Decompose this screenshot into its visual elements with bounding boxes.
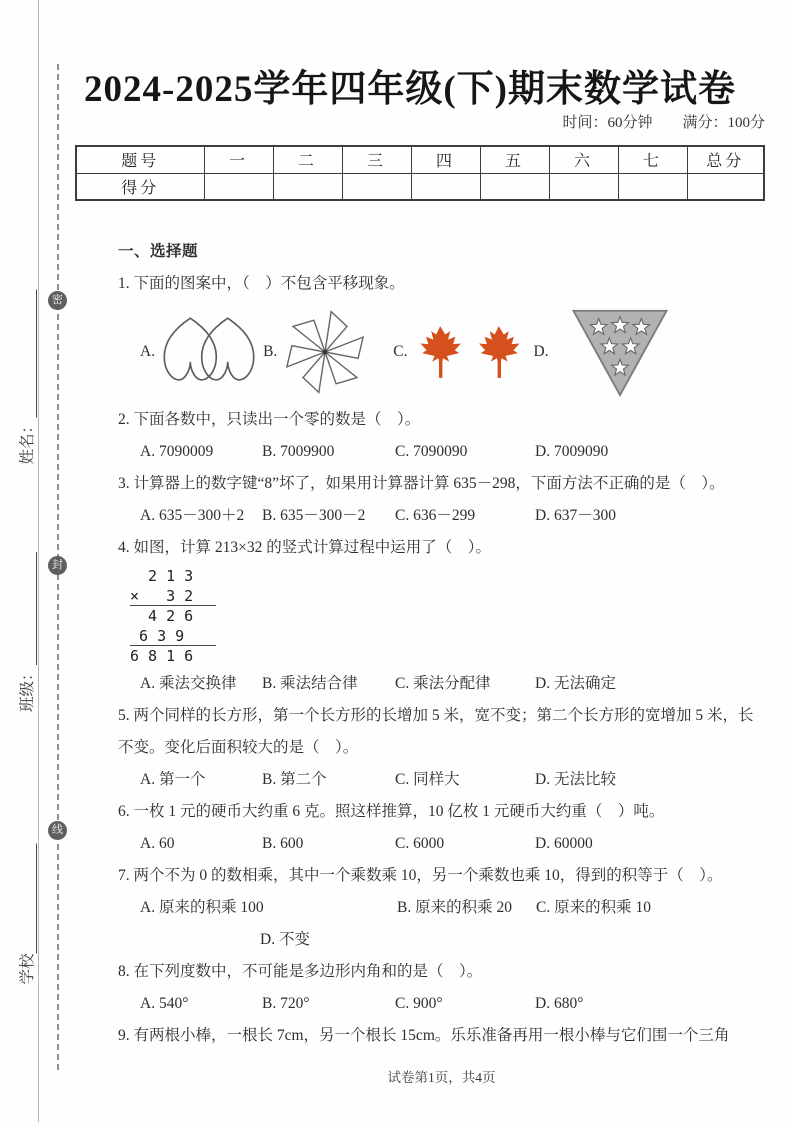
name-label: 姓名：: [19, 417, 36, 465]
seal-badge-mi: 密: [48, 291, 67, 310]
question-3-text: 3. 计算器上的数字键“8”坏了，如果用计算器计算 635－298，下面方法不正确的是（ ）。: [118, 475, 725, 492]
option-item: D. 不变: [260, 931, 310, 948]
header-cell-tihao: 题号: [76, 146, 204, 173]
score-table: [75, 145, 765, 201]
school-label: 学校: [19, 953, 36, 985]
vertical-multiplication: [130, 566, 216, 666]
option-item: D. 60000: [535, 835, 593, 852]
score-cell: [411, 173, 480, 200]
option-item: B. 600: [262, 835, 304, 852]
option-item: C. 原来的积乘 10: [536, 899, 651, 916]
question-3-options: [118, 500, 765, 532]
header-cell-total: 总分: [687, 146, 764, 173]
option-item: D. 7009090: [535, 443, 609, 460]
option-item: C. 7090090: [395, 443, 468, 460]
mult-row: 2 1 3: [130, 567, 194, 585]
section-title: 一、选择题: [118, 243, 199, 260]
mult-row: 6 3 9: [130, 626, 216, 646]
score-cell: [549, 173, 618, 200]
question-9-text: 9. 有两根小棒，一根长 7cm，另一个根长 15cm。乐乐准备再用一根小棒与它们围一个三角: [118, 1027, 730, 1044]
option-item: A. 第一个: [140, 771, 206, 788]
option-item: C. 636－299: [395, 507, 476, 524]
class-label: 班级：: [19, 665, 36, 712]
header-cell-7: 七: [618, 146, 687, 173]
figure-label-c: C.: [393, 343, 408, 360]
question-8-text: 8. 在下列度数中，不可能是多边形内角和的是（ ）。: [118, 963, 483, 980]
pinwheel-figure: [281, 304, 369, 400]
header-cell-6: 六: [549, 146, 618, 173]
seal-badge-feng: 封: [48, 556, 67, 575]
question-2-text: 2. 下面各数中，只读出一个零的数是（ ）。: [118, 411, 421, 428]
score-table-header-row: [76, 146, 764, 173]
option-item: D. 无法确定: [535, 675, 616, 692]
class-blank-line: [21, 552, 37, 665]
question-8-options: [118, 988, 765, 1020]
mult-row: 6 8 1 6: [130, 647, 194, 665]
question-7-text: 7. 两个不为 0 的数相乘，其中一个乘数乘 10，另一个乘数也乘 10，得到的积等于（ ）。: [118, 867, 723, 884]
school-field: [15, 820, 37, 985]
page-title: 2024-2025学年四年级(下)期末数学试卷: [84, 69, 736, 110]
seal-badge-xian: 线: [48, 821, 67, 840]
option-item: C. 6000: [395, 835, 445, 852]
maple-leaves-figure: [412, 316, 528, 388]
score-cell: [480, 173, 549, 200]
question-7-options-row1: [118, 892, 765, 924]
header-cell-5: 五: [480, 146, 549, 173]
option-item: B. 第二个: [262, 771, 327, 788]
header-cell-4: 四: [411, 146, 480, 173]
option-item: D. 637－300: [535, 507, 616, 524]
name-blank-line: [21, 290, 37, 418]
question-4-text: 4. 如图，计算 213×32 的竖式计算过程中运用了（ ）。: [118, 539, 491, 556]
option-item: B. 原来的积乘 20: [397, 899, 512, 916]
page-footer: 试卷第1页，共4页: [387, 1070, 496, 1085]
option-item: A. 635－300＋2: [140, 507, 245, 524]
score-cell: [273, 173, 342, 200]
score-table-score-row: [76, 173, 764, 200]
figure-label-d: D.: [533, 343, 549, 360]
question-1-text: 1. 下面的图案中，（ ）不包含平移现象。: [118, 275, 405, 292]
figure-label-a: A.: [140, 343, 156, 360]
question-section: [118, 236, 765, 1052]
question-2-options: [118, 436, 765, 468]
option-item: D. 无法比较: [535, 771, 616, 788]
question-4-options: [118, 668, 765, 700]
option-item: B. 635－300－2: [262, 507, 366, 524]
header-cell-2: 二: [273, 146, 342, 173]
option-item: C. 同样大: [395, 771, 460, 788]
option-item: A. 乘法交换律: [140, 675, 237, 692]
name-field: [15, 280, 37, 465]
page-edge-line: [38, 0, 39, 1122]
hearts-figure: [159, 313, 259, 391]
option-item: A. 原来的积乘 100: [140, 899, 264, 916]
school-blank-line: [21, 843, 37, 953]
score-row-label: 得分: [76, 173, 204, 200]
question-5-options: [118, 764, 765, 796]
option-item: B. 7009900: [262, 443, 335, 460]
option-item: A. 7090009: [140, 443, 214, 460]
option-item: A. 60: [140, 835, 175, 852]
mult-row: × 3 2: [130, 586, 216, 606]
question-6-options: [118, 828, 765, 860]
score-cell: [618, 173, 687, 200]
option-item: B. 720°: [262, 995, 310, 1012]
star-triangle-figure: [571, 306, 669, 398]
question-5-text: 5. 两个同样的长方形，第一个长方形的长增加 5 米，宽不变；第二个长方形的宽增加 5 米，长不变。变化后面积较大的是（ ）。: [118, 707, 754, 756]
question-6-text: 6. 一枚 1 元的硬币大约重 6 克。照这样推算，10 亿枚 1 元硬币大约重（ ）吨。: [118, 803, 665, 820]
option-item: C. 乘法分配律: [395, 675, 491, 692]
class-field: [15, 542, 37, 712]
header-cell-1: 一: [204, 146, 273, 173]
option-item: C. 900°: [395, 995, 443, 1012]
exam-meta: 时间：60分钟 满分：100分: [562, 115, 765, 131]
option-item: B. 乘法结合律: [262, 675, 358, 692]
option-item: A. 540°: [140, 995, 189, 1012]
option-item: D. 680°: [535, 995, 584, 1012]
figure-label-b: B.: [263, 343, 278, 360]
header-cell-3: 三: [342, 146, 411, 173]
score-cell: [342, 173, 411, 200]
question-1-figures: [118, 300, 765, 404]
score-cell: [204, 173, 273, 200]
mult-row: 4 2 6: [130, 607, 194, 625]
score-cell: [687, 173, 764, 200]
question-7-options-row2: [118, 924, 765, 956]
